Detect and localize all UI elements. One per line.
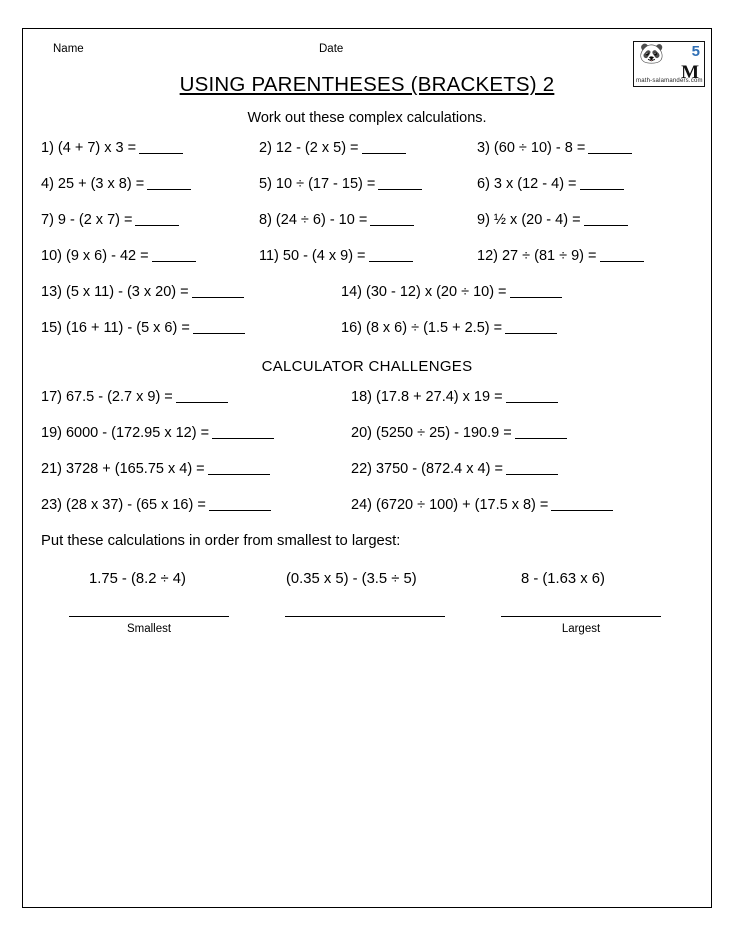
answer-blank[interactable] [139,153,183,154]
question-text: 15) (16 + 11) - (5 x 6) = [41,320,190,336]
question-item [351,389,681,405]
question-text: 7) 9 - (2 x 7) = [41,212,133,228]
question-text: 21) 3728 + (165.75 x 4) = [41,461,205,477]
answer-blank[interactable] [370,225,414,226]
question-row [41,320,693,336]
answer-blank[interactable] [192,297,244,298]
salamander-icon: 🐼 [639,43,664,65]
answer-blank[interactable] [584,225,628,226]
question-text: 13) (5 x 11) - (3 x 20) = [41,284,189,300]
question-item [41,284,341,300]
answer-blank[interactable] [135,225,179,226]
question-text: 23) (28 x 37) - (65 x 16) = [41,497,206,513]
answer-blank[interactable] [362,153,406,154]
answer-blank[interactable] [152,261,196,262]
question-item [41,140,259,156]
question-text: 24) (6720 ÷ 100) + (17.5 x 8) = [351,497,549,513]
name-label: Name [53,43,84,55]
question-item [341,320,671,336]
question-item [351,461,681,477]
question-row [41,461,693,477]
question-text: 20) (5250 ÷ 25) - 190.9 = [351,425,512,441]
grade-badge: 5 [691,43,700,60]
question-row [41,284,693,300]
question-text: 8) (24 ÷ 6) - 10 = [259,212,368,228]
name-date-row [41,43,693,63]
question-row [41,389,693,405]
ordering-item: 1.75 - (8.2 ÷ 4) [89,571,186,587]
ordering-item: (0.35 x 5) - (3.5 ÷ 5) [286,571,417,587]
question-item [477,248,687,264]
question-text: 14) (30 - 12) x (20 ÷ 10) = [341,284,507,300]
answer-blank[interactable] [378,189,422,190]
math-mark-icon: M [681,62,698,83]
question-item [41,389,351,405]
question-item [41,497,351,513]
site-name-text: math-salamanders.com [636,78,703,84]
question-item [477,212,687,228]
ordering-answer-slot[interactable] [41,615,257,635]
page-title: USING PARENTHESES (BRACKETS) 2 [179,73,555,96]
answer-blank[interactable] [501,615,661,617]
question-item [351,425,681,441]
ordering-items [41,571,693,587]
question-text: 2) 12 - (2 x 5) = [259,140,359,156]
question-text: 10) (9 x 6) - 42 = [41,248,149,264]
date-label: Date [319,43,344,55]
question-text: 17) 67.5 - (2.7 x 9) = [41,389,173,405]
answer-blank[interactable] [505,333,557,334]
calculator-challenges-heading: CALCULATOR CHALLENGES [261,358,473,375]
question-item [351,497,681,513]
question-item [41,176,259,192]
ordering-item: 8 - (1.63 x 6) [521,571,605,587]
question-item [41,461,351,477]
answer-blank[interactable] [551,510,613,511]
question-item [41,212,259,228]
questions-section-calculator [41,389,693,513]
question-text: 16) (8 x 6) ÷ (1.5 + 2.5) = [341,320,503,336]
question-text: 9) ½ x (20 - 4) = [477,212,581,228]
answer-blank[interactable] [588,153,632,154]
question-item [477,176,687,192]
question-item [341,284,671,300]
question-text: 3) (60 ÷ 10) - 8 = [477,140,586,156]
site-logo [633,41,705,87]
question-text: 12) 27 ÷ (81 ÷ 9) = [477,248,597,264]
question-item [477,140,687,156]
ordering-answer-slot[interactable] [257,615,473,635]
question-item [41,320,341,336]
answer-blank[interactable] [193,333,245,334]
question-row [41,248,693,264]
answer-blank[interactable] [209,510,271,511]
worksheet-page [22,28,712,908]
questions-section-main [41,140,693,336]
question-row [41,176,693,192]
question-row [41,140,693,156]
question-row [41,425,693,441]
question-item [259,212,477,228]
ordering-prompt: Put these calculations in order from smallest to largest: [41,533,401,549]
answer-blank[interactable] [506,402,558,403]
question-item [259,140,477,156]
question-text: 11) 50 - (4 x 9) = [259,248,366,264]
ordering-answer-label: Smallest [126,623,172,635]
answer-blank[interactable] [176,402,228,403]
question-text: 22) 3750 - (872.4 x 4) = [351,461,503,477]
answer-blank[interactable] [580,189,624,190]
ordering-answer-slot[interactable] [473,615,689,635]
ordering-answer-label: Largest [561,623,601,635]
answer-blank[interactable] [69,615,229,617]
page-subtitle: Work out these complex calculations. [247,110,487,126]
question-text: 5) 10 ÷ (17 - 15) = [259,176,376,192]
answer-blank[interactable] [510,297,562,298]
question-text: 6) 3 x (12 - 4) = [477,176,577,192]
answer-blank[interactable] [600,261,644,262]
question-text: 19) 6000 - (172.95 x 12) = [41,425,210,441]
question-text: 1) (4 + 7) x 3 = [41,140,137,156]
ordering-answer-lines [41,615,693,635]
answer-blank[interactable] [369,261,413,262]
answer-blank[interactable] [285,615,445,617]
question-row [41,212,693,228]
answer-blank[interactable] [515,438,567,439]
answer-blank[interactable] [212,438,274,439]
answer-blank[interactable] [147,189,191,190]
answer-blank[interactable] [208,474,270,475]
question-text: 4) 25 + (3 x 8) = [41,176,145,192]
question-text: 18) (17.8 + 27.4) x 19 = [351,389,503,405]
answer-blank[interactable] [506,474,558,475]
question-item [41,248,259,264]
question-item [259,248,477,264]
question-item [259,176,477,192]
question-row [41,497,693,513]
question-item [41,425,351,441]
